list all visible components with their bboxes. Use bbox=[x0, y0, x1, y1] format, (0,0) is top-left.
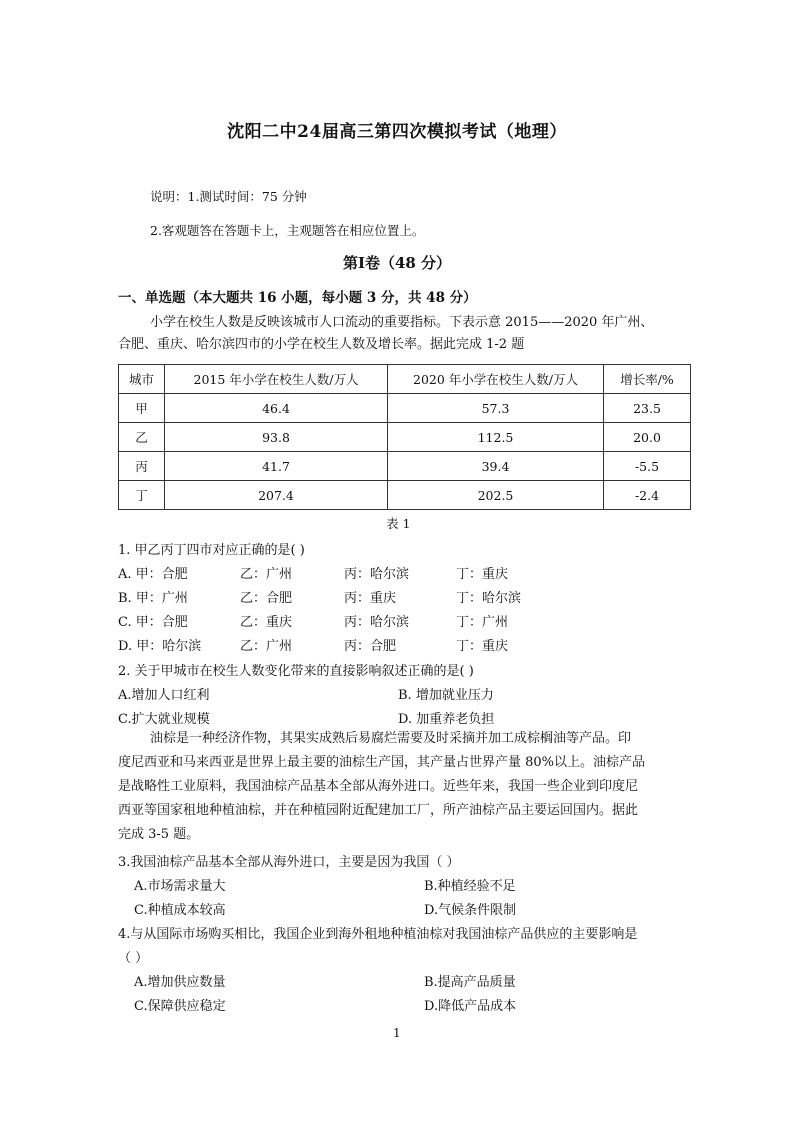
q3-option-a: A.市场需求量大 bbox=[134, 879, 226, 894]
q4-option-d: D.降低产品成本 bbox=[424, 999, 517, 1014]
table-cell: 41.7 bbox=[165, 452, 388, 481]
exam-title: 沈阳二中24届高三第四次模拟考试（地理） bbox=[227, 122, 567, 142]
q1-option-b-d: 丁：哈尔滨 bbox=[456, 591, 522, 606]
q1-option-c-d: 丁：广州 bbox=[456, 615, 509, 630]
intro2-line-4: 西亚等国家租地种植油棕，并在种植园附近配建加工厂，所产油棕产品主要运回国内。据此 bbox=[118, 803, 639, 818]
q1-option-a: A. 甲：合肥 bbox=[118, 567, 188, 582]
q1-option-a-b: 乙：广州 bbox=[240, 567, 293, 582]
q1-option-b-b: 乙：合肥 bbox=[240, 591, 293, 606]
table-header-cell: 城市 bbox=[119, 365, 165, 394]
table-cell: 46.4 bbox=[165, 394, 388, 423]
table-header-row bbox=[119, 365, 691, 394]
note-line-2: 2.客观题答在答题卡上，主观题答在相应位置上。 bbox=[150, 223, 425, 238]
table-cell: 丁 bbox=[119, 481, 165, 510]
table-cell: 20.0 bbox=[604, 423, 691, 452]
intro2-line-2: 度尼西亚和马来西亚是世界上最主要的油棕生产国，其产量占世界产量 80%以上。油棕产品 bbox=[118, 755, 646, 770]
q1-option-a-c: 丙：哈尔滨 bbox=[344, 567, 410, 582]
question-4-stem: 4.与从国际市场购买相比，我国企业到海外租地种植油棕对我国油棕产品供应的主要影响是 bbox=[118, 927, 638, 942]
intro2-line-3: 是战略性工业原料，我国油棕产品基本全部从海外进口。近些年来，我国一些企业到印度尼 bbox=[118, 779, 639, 794]
intro1-line-1: 小学在校生人数是反映该城市人口流动的重要指标。下表示意 2015——2020 年广州、 bbox=[150, 315, 654, 330]
q2-option-a: A.增加人口红利 bbox=[118, 688, 210, 703]
q1-option-c: C. 甲：合肥 bbox=[118, 615, 188, 630]
table-row bbox=[119, 481, 691, 510]
table-cell: 甲 bbox=[119, 394, 165, 423]
table-row bbox=[119, 423, 691, 452]
q1-option-c-c: 丙：哈尔滨 bbox=[344, 615, 410, 630]
table-cell: 39.4 bbox=[388, 452, 604, 481]
q3-option-d: D.气候条件限制 bbox=[424, 903, 517, 918]
question-4-stem-cont: （ ） bbox=[118, 951, 149, 966]
q1-option-b-c: 丙：重庆 bbox=[344, 591, 397, 606]
population-table bbox=[118, 364, 691, 510]
table-cell: -2.4 bbox=[604, 481, 691, 510]
table-cell: -5.5 bbox=[604, 452, 691, 481]
q2-option-c: C.扩大就业规模 bbox=[118, 712, 210, 727]
q1-option-d: D. 甲：哈尔滨 bbox=[118, 639, 202, 654]
table-cell: 57.3 bbox=[388, 394, 604, 423]
table-cell: 202.5 bbox=[388, 481, 604, 510]
section-heading: 一、单选题（本大题共 16 小题，每小题 3 分，共 48 分） bbox=[118, 290, 477, 306]
note-line-1: 说明：1.测试时间：75 分钟 bbox=[150, 189, 307, 204]
q3-option-b: B.种植经验不足 bbox=[424, 879, 516, 894]
table-cell: 207.4 bbox=[165, 481, 388, 510]
q1-option-b: B. 甲：广州 bbox=[118, 591, 188, 606]
intro2-line-1: 油棕是一种经济作物，其果实成熟后易腐烂需要及时采摘并加工成棕榈油等产品。印 bbox=[150, 731, 632, 746]
intro2-line-5: 完成 3-5 题。 bbox=[118, 827, 200, 842]
q1-option-d-c: 丙：合肥 bbox=[344, 639, 397, 654]
q4-option-b: B.提高产品质量 bbox=[424, 975, 516, 990]
table-header-cell: 增长率/% bbox=[604, 365, 691, 394]
q1-option-c-b: 乙：重庆 bbox=[240, 615, 293, 630]
question-1-stem: 1. 甲乙丙丁四市对应正确的是( ) bbox=[118, 543, 305, 558]
q4-option-a: A.增加供应数量 bbox=[134, 975, 226, 990]
table-row bbox=[119, 394, 691, 423]
table-cell: 112.5 bbox=[388, 423, 604, 452]
q1-option-d-d: 丁：重庆 bbox=[456, 639, 509, 654]
table-cell: 93.8 bbox=[165, 423, 388, 452]
table-cell: 23.5 bbox=[604, 394, 691, 423]
table-row bbox=[119, 452, 691, 481]
table-cell: 丙 bbox=[119, 452, 165, 481]
q2-option-d: D. 加重养老负担 bbox=[398, 712, 495, 727]
q1-option-a-d: 丁：重庆 bbox=[456, 567, 509, 582]
q2-option-b: B. 增加就业压力 bbox=[398, 688, 494, 703]
table-header-cell: 2020 年小学在校生人数/万人 bbox=[388, 365, 604, 394]
q4-option-c: C.保障供应稳定 bbox=[134, 999, 226, 1014]
table-caption: 表 1 bbox=[386, 516, 411, 531]
q3-option-c: C.种植成本较高 bbox=[134, 903, 226, 918]
table-cell: 乙 bbox=[119, 423, 165, 452]
q1-option-d-b: 乙：广州 bbox=[240, 639, 293, 654]
table-header-cell: 2015 年小学在校生人数/万人 bbox=[165, 365, 388, 394]
page-number: 1 bbox=[393, 1026, 401, 1040]
intro1-line-2: 合肥、重庆、哈尔滨四市的小学在校生人数及增长率。据此完成 1-2 题 bbox=[118, 337, 525, 352]
volume-title: 第Ⅰ卷（48 分） bbox=[342, 254, 452, 272]
question-3-stem: 3.我国油棕产品基本全部从海外进口，主要是因为我国（ ） bbox=[118, 855, 460, 870]
question-2-stem: 2. 关于甲城市在校生人数变化带来的直接影响叙述正确的是( ) bbox=[118, 664, 474, 679]
